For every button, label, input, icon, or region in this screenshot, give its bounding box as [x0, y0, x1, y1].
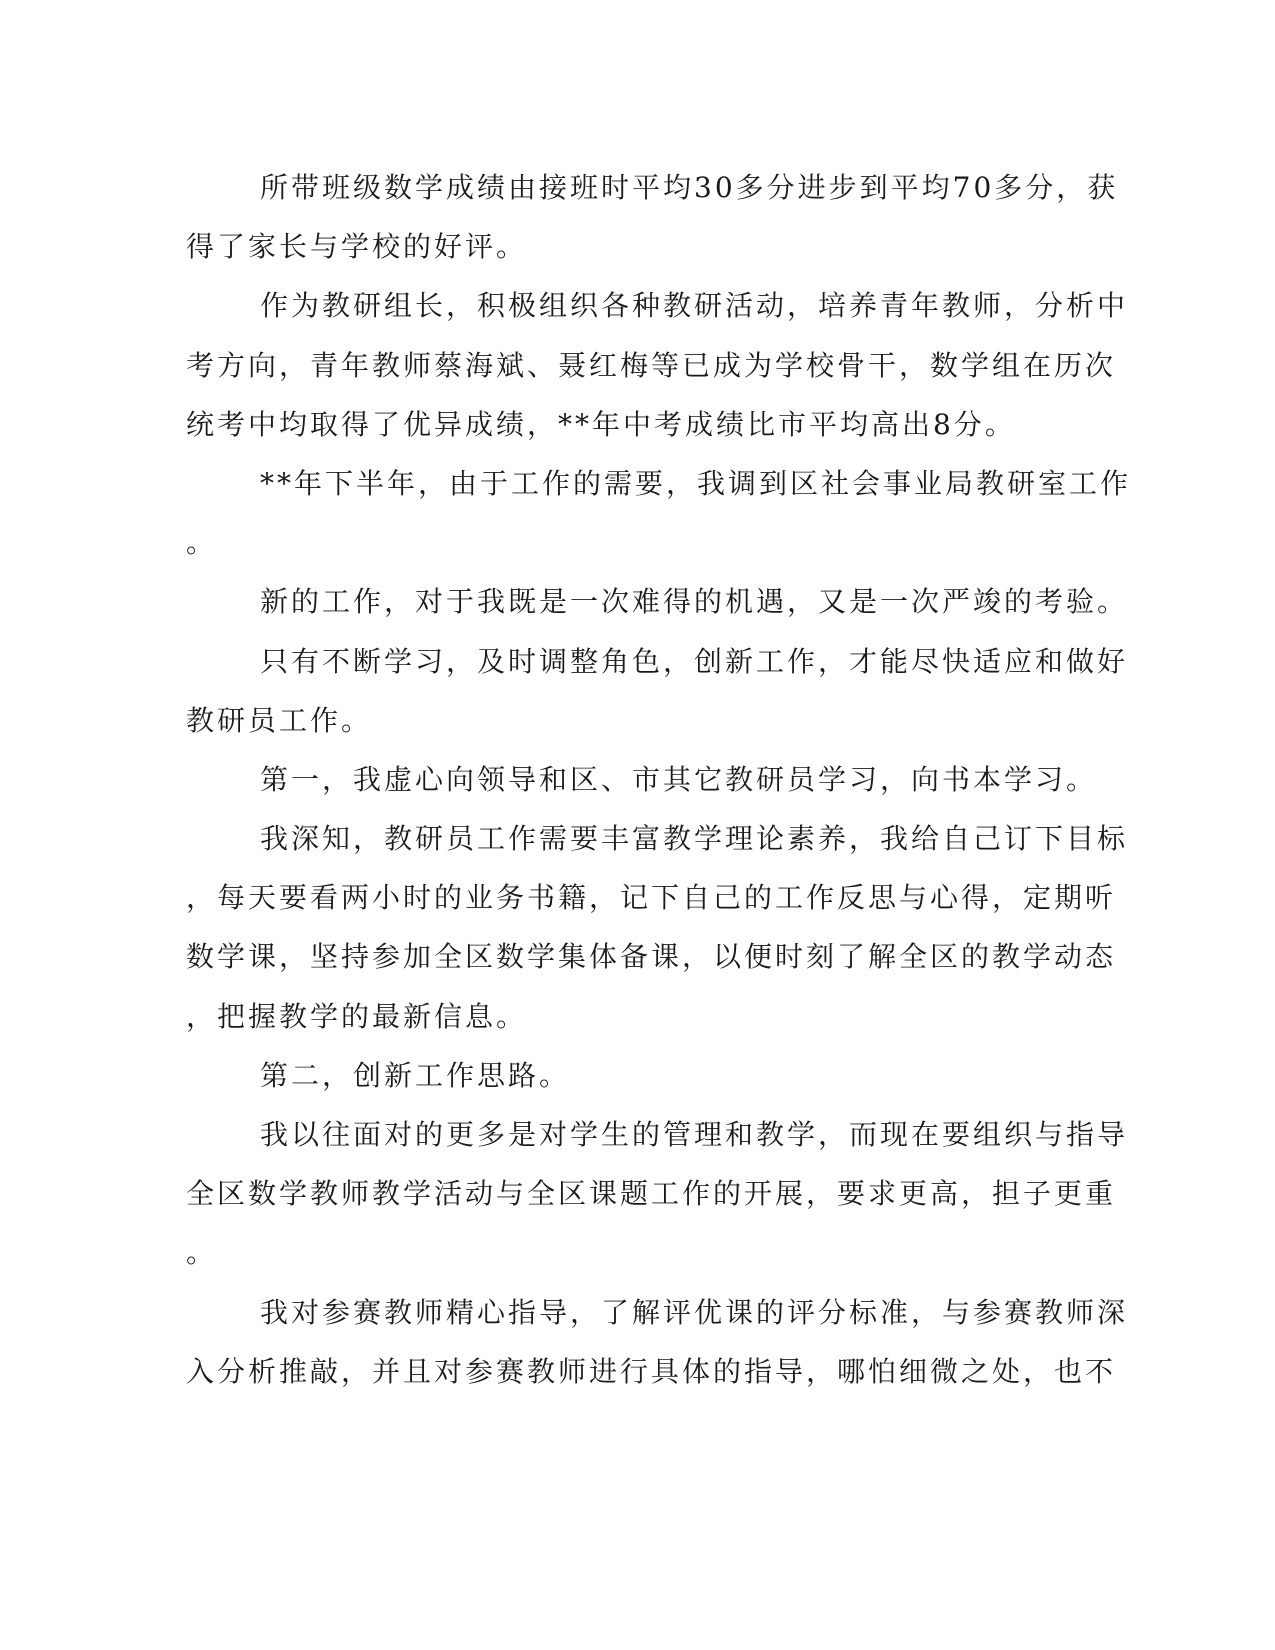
text-line: 所带班级数学成绩由接班时平均30多分进步到平均70多分，获: [260, 171, 1119, 204]
text-line: 考方向，青年教师蔡海斌、聂红梅等已成为学校骨干，数学组在历次: [186, 348, 1117, 382]
text-line: 第一，我虚心向领导和区、市其它教研员学习，向书本学习。: [260, 762, 1098, 796]
text-line: 入分析推敲，并且对参赛教师进行具体的指导，哪怕细微之处，也不: [186, 1354, 1117, 1388]
text-line: 统考中均取得了优异成绩，**年中考成绩比市平均高出8分。: [186, 407, 1016, 441]
text-line: 教研员工作。: [186, 703, 373, 737]
text-line: **年下半年，由于工作的需要，我调到区社会事业局教研室工作: [260, 466, 1132, 500]
document-body: [186, 158, 1132, 1401]
text-line: 我深知，教研员工作需要丰富教学理论素养，我给自己订下目标: [260, 822, 1129, 856]
text-line: 。: [186, 526, 218, 560]
text-line: 得了家长与学校的好评。: [186, 230, 528, 264]
text-line: 只有不断学习，及时调整角色，创新工作，才能尽快适应和做好: [260, 644, 1129, 678]
text-line: ，每天要看两小时的业务书籍，记下自己的工作反思与心得，定期听: [186, 881, 1117, 915]
text-line: 数学课，坚持参加全区数学集体备课，以便时刻了解全区的教学动态: [186, 940, 1117, 974]
text-line: ，把握教学的最新信息。: [186, 999, 528, 1033]
text-line: 作为教研组长，积极组织各种教研活动，培养青年教师，分析中: [260, 289, 1129, 323]
text-line: 我以往面对的更多是对学生的管理和教学，而现在要组织与指导: [260, 1118, 1129, 1151]
text-line: 新的工作，对于我既是一次难得的机遇，又是一次严竣的考验。: [260, 585, 1129, 619]
text-line: 。: [186, 1236, 218, 1270]
text-line: 我对参赛教师精心指导，了解评优课的评分标准，与参赛教师深: [260, 1295, 1129, 1329]
text-line: 第二，创新工作思路。: [260, 1058, 571, 1092]
text-line: 全区数学教师教学活动与全区课题工作的开展，要求更高，担子更重: [186, 1177, 1117, 1211]
